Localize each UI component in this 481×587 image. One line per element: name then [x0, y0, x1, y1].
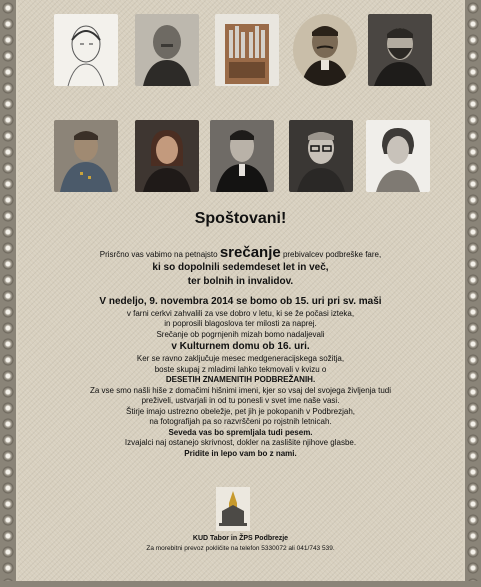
woman-image: [135, 120, 199, 192]
portrait-young-man: [210, 120, 274, 192]
church-logo-icon: [216, 487, 250, 531]
glasses-man-image: [289, 120, 353, 192]
intro-line: [18, 244, 463, 261]
footer-transport-note: Za morebitni prevoz pokličite na telefon 5330072 ali 041/743 539.: [146, 545, 335, 552]
portrait-bearded-man: [368, 14, 432, 86]
portrait-woman: [135, 120, 199, 192]
meeting-line-2: v Kulturnem domu ob 16. uri.: [171, 341, 310, 352]
date-line: V nedeljo, 9. novembra 2014 se bomo ob 15. uri pri sv. maši: [99, 295, 382, 307]
officer-image: [54, 120, 118, 192]
quiz-line-2: boste skupaj z mladimi lahko tekmovali v kvizu o: [154, 364, 327, 374]
left-stud-border: [0, 0, 16, 587]
houses-line-2: preživeli, ustvarjali in od tu ponesli v svet ime naše vasi.: [141, 396, 340, 405]
song-line: Seveda vas bo spremljala tudi pesem.: [168, 427, 313, 437]
houses-line-4: na fotografijah pa so razvrščeni po rojstnih letnicah.: [149, 417, 332, 426]
bearded-man-image: [368, 14, 432, 86]
portrait-row-2: [18, 120, 463, 208]
mass-line-1: v farni cerkvi zahvalili za vse dobro v letu, ki se že počasi izteka,: [126, 308, 355, 318]
portrait-mustache-man: [293, 14, 357, 86]
portrait-older-woman: [366, 120, 430, 192]
portrait-gallery: [18, 14, 463, 208]
srecanje-word: srečanje: [219, 244, 281, 261]
age-line: ki so dopolnili sedemdeset let in več,: [152, 261, 329, 273]
music-line: Izvajalci naj ostanejo skrivnost, dokler na zaslišite njihove glasbe.: [124, 438, 357, 447]
right-stud-border: [465, 0, 481, 587]
footer-organizer: KUD Tabor in ŽPS Podbrezje: [192, 535, 289, 542]
portrait-bald-elder: [135, 14, 199, 86]
invalids-line: ter bolnih in invalidov.: [187, 275, 294, 287]
quiz-line-3: DESETIH ZNAMENITIH PODBREŽANIH.: [165, 375, 316, 384]
portrait-glasses-man: [289, 120, 353, 192]
sketch-man-image: [54, 14, 118, 86]
portrait-officer: [54, 120, 118, 192]
portrait-organ: [215, 14, 279, 86]
meeting-line-1: Srečanje ob pogrnjenih mizah bomo nadaljevali: [156, 329, 325, 339]
invitation-text: [18, 244, 463, 459]
older-woman-image: [366, 120, 430, 192]
welcome-line: Pridite in lepo vam bo z nami.: [184, 448, 297, 458]
mustache-man-image: [293, 14, 357, 86]
mass-line-2: in poprosili blagoslova ter milosti za naprej.: [164, 319, 317, 328]
houses-line-1: Za vse smo našli hiše z domačimi hišnimi imeni, kjer so vsaj del svojega življenja tudi: [89, 385, 391, 395]
invitation-paper: [18, 0, 463, 581]
young-man-image: [210, 120, 274, 192]
portrait-row-1: [18, 14, 463, 102]
bottom-stud-border: [0, 581, 481, 587]
quiz-line-1: Ker se ravno zaključuje mesec medgeneracijskega sožitja,: [136, 354, 345, 363]
intro-text-start: Prisrčno vas vabimo na petnajsto: [99, 250, 220, 259]
organ-image: [215, 14, 279, 86]
houses-line-3: Štirje imajo ustrezno obeležje, pet jih je pokopanih v Podbrezjah,: [125, 406, 356, 416]
greeting-heading: Spoštovani!: [194, 210, 287, 227]
bald-elder-image: [135, 14, 199, 86]
intro-text-end: prebivalcev podbreške fare,: [280, 250, 382, 259]
portrait-sketch-man: [54, 14, 118, 86]
